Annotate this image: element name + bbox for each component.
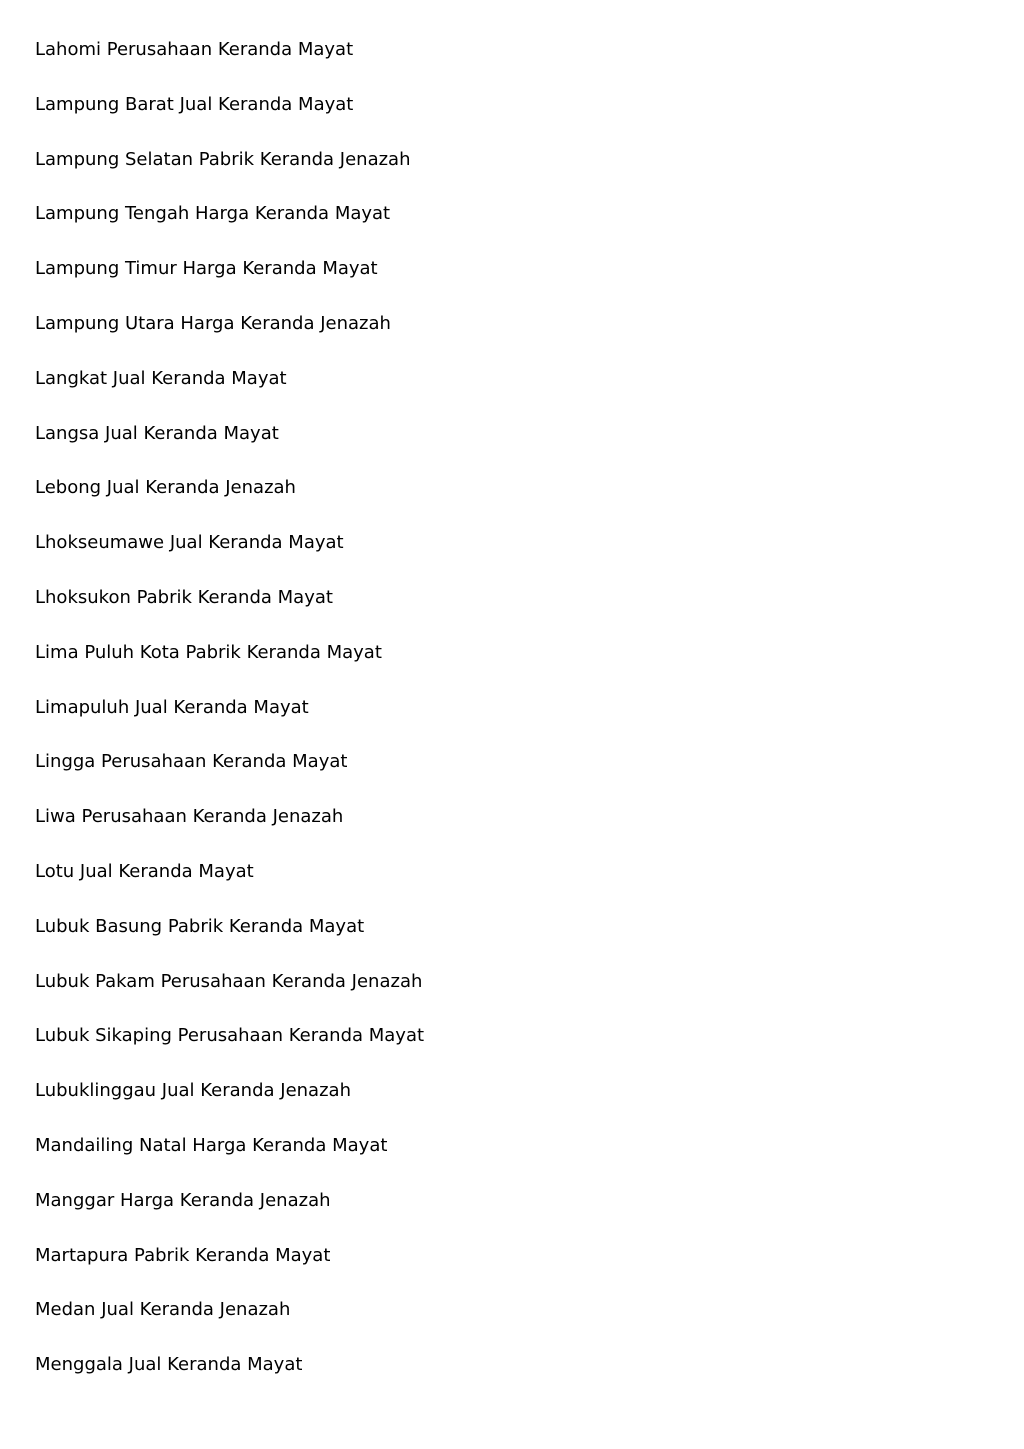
list-item xyxy=(35,1022,424,1077)
entry-link[interactable]: Limapuluh Jual Keranda Mayat xyxy=(35,696,309,718)
list-item xyxy=(35,1187,424,1242)
list-item xyxy=(35,91,424,146)
list-item xyxy=(35,1077,424,1132)
entry-link[interactable]: Lubuk Pakam Perusahaan Keranda Jenazah xyxy=(35,970,423,992)
list-item xyxy=(35,200,424,255)
list-item xyxy=(35,255,424,310)
list-item xyxy=(35,858,424,913)
entry-link[interactable]: Lampung Timur Harga Keranda Mayat xyxy=(35,258,378,280)
entry-link[interactable]: Mandailing Natal Harga Keranda Mayat xyxy=(35,1134,388,1156)
entry-link[interactable]: Lampung Utara Harga Keranda Jenazah xyxy=(35,312,391,334)
entry-link[interactable]: Lingga Perusahaan Keranda Mayat xyxy=(35,751,348,773)
entry-link[interactable]: Liwa Perusahaan Keranda Jenazah xyxy=(35,806,344,828)
list-item xyxy=(35,420,424,475)
list-item xyxy=(35,1351,424,1406)
list-item xyxy=(35,1242,424,1297)
list-item xyxy=(35,968,424,1023)
list-item xyxy=(35,584,424,639)
entry-link[interactable]: Lubuk Basung Pabrik Keranda Mayat xyxy=(35,915,365,937)
list-item xyxy=(35,803,424,858)
list-item xyxy=(35,474,424,529)
list-item xyxy=(35,1132,424,1187)
entry-link[interactable]: Menggala Jual Keranda Mayat xyxy=(35,1354,303,1376)
list-item xyxy=(35,913,424,968)
entry-link[interactable]: Lhoksukon Pabrik Keranda Mayat xyxy=(35,586,333,608)
entry-link[interactable]: Lampung Selatan Pabrik Keranda Jenazah xyxy=(35,148,411,170)
entry-link[interactable]: Langsa Jual Keranda Mayat xyxy=(35,422,279,444)
entry-link[interactable]: Manggar Harga Keranda Jenazah xyxy=(35,1189,331,1211)
list-item xyxy=(35,365,424,420)
entry-link[interactable]: Lotu Jual Keranda Mayat xyxy=(35,860,254,882)
list-item xyxy=(35,146,424,201)
entry-link[interactable]: Lampung Barat Jual Keranda Mayat xyxy=(35,93,354,115)
entry-link[interactable]: Lima Puluh Kota Pabrik Keranda Mayat xyxy=(35,641,382,663)
entry-link[interactable]: Medan Jual Keranda Jenazah xyxy=(35,1299,291,1321)
list-item xyxy=(35,529,424,584)
entry-link[interactable]: Lhokseumawe Jual Keranda Mayat xyxy=(35,532,344,554)
entry-link[interactable]: Martapura Pabrik Keranda Mayat xyxy=(35,1244,331,1266)
list-item xyxy=(35,748,424,803)
entry-link[interactable]: Lampung Tengah Harga Keranda Mayat xyxy=(35,203,391,225)
list-item xyxy=(35,694,424,749)
entry-link[interactable]: Lahomi Perusahaan Keranda Mayat xyxy=(35,39,354,60)
list-item xyxy=(35,36,424,91)
list-item xyxy=(35,310,424,365)
entry-link[interactable]: Lubuklinggau Jual Keranda Jenazah xyxy=(35,1080,351,1102)
list-item xyxy=(35,1296,424,1351)
entry-link[interactable]: Lubuk Sikaping Perusahaan Keranda Mayat xyxy=(35,1025,425,1047)
entry-list xyxy=(35,36,424,1406)
list-item xyxy=(35,639,424,694)
entry-link[interactable]: Langkat Jual Keranda Mayat xyxy=(35,367,287,389)
entry-link[interactable]: Lebong Jual Keranda Jenazah xyxy=(35,477,296,499)
